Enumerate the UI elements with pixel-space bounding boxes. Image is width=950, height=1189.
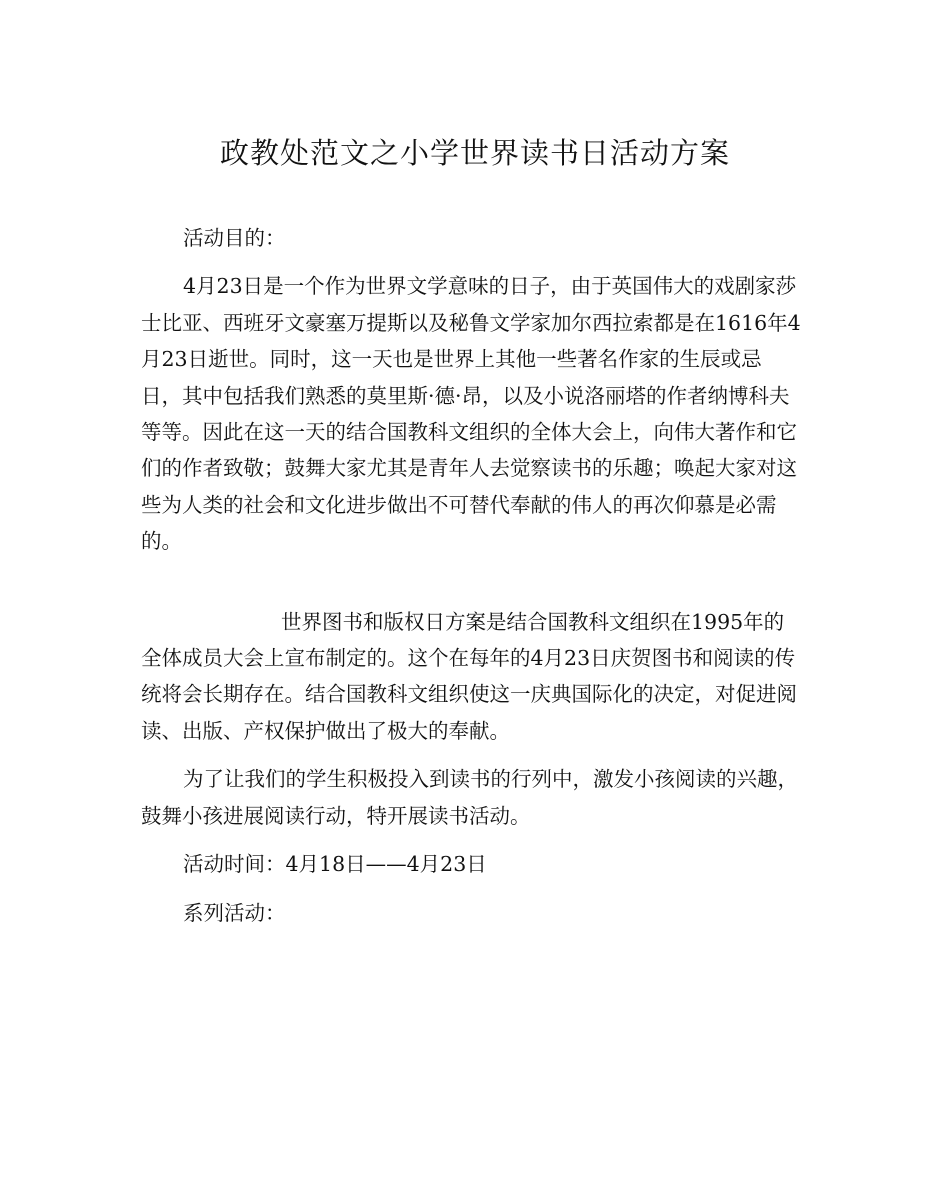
paragraph-activity-intent: 为了让我们的学生积极投入到读书的行列中，激发小孩阅读的兴趣，鼓舞小孩进展阅读行动，特开展读书活动。 [141,767,798,828]
paragraph-unesco-declaration: 世界图书和版权日方案是结合国教科文组织在1995年的全体成员大会上宣布制定的。这个在每年的4月23日庆贺图书和阅读的传统将会长期存在。结合国教科文组织使这一庆典国际化的决定，对促进阅读、出版、产权保护做出了极大的奉献。 [141,609,797,743]
section-heading-purpose: 活动目的： [183,226,286,250]
document-body [141,220,801,931]
section-heading-series-activities: 系列活动： [183,900,286,925]
paragraph-world-book-day-origin: 4月23日是一个作为世界文学意味的日子，由于英国伟大的戏剧家莎士比亚、西班牙文豪塞万提斯以及秘鲁文学家加尔西拉索都是在1616年4月23日逝世。同时，这一天也是世界上其他一些著名作家的生辰或忌日，其中包括我们熟悉的莫里斯·德·昂，以及小说洛丽塔的作者纳博科夫等等。因此在这一天的结合国教科文组织的全体大会上，向伟大著作和它们的作者致敬；鼓舞大家尤其是青年人去觉察读书的乐趣；唤起大家对这些为人类的社会和文化进步做出不可替代奉献的伟人的再次仰慕是必需的。 [141,274,801,554]
document-title: 政教处范文之小学世界读书日活动方案 [219,136,730,170]
activity-time: 活动时间：4月18日——4月23日 [183,852,487,877]
